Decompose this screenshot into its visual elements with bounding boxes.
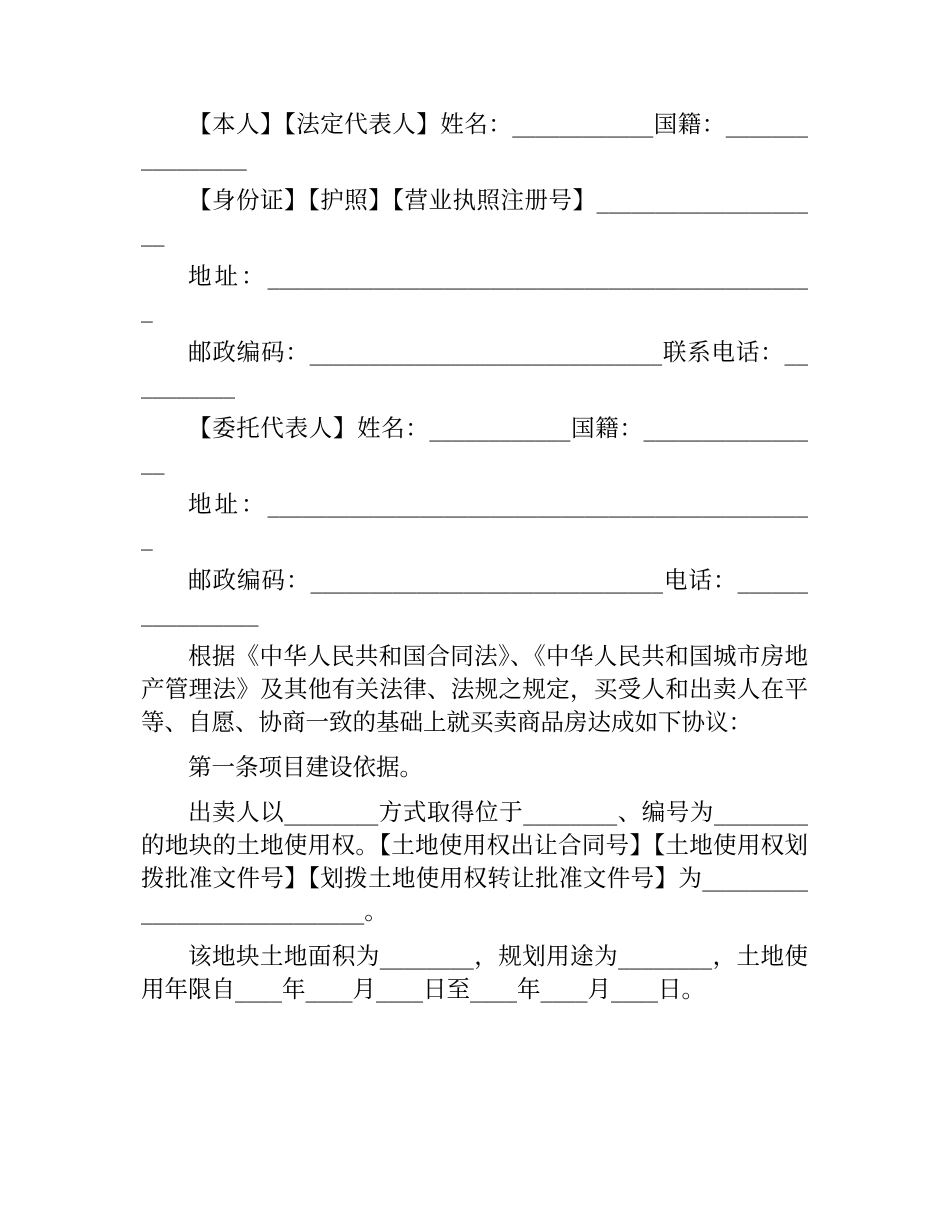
agent-name-nationality-line: 【委托代表人】姓名：____________国籍：________________ bbox=[141, 414, 808, 475]
article-one-heading: 第一条项目建设依据。 bbox=[188, 753, 423, 781]
legal-basis-paragraph: 根据《中华人民共和国合同法》、《中华人民共和国城市房地产管理法》及其他有关法律、法规之规定，买受人和出卖人在平等、自愿、协商一致的基础上就买卖商品房达成如下协议： bbox=[141, 642, 808, 736]
party-id-number-line: 【身份证】【护照】【营业执照注册号】____________________ bbox=[141, 186, 808, 247]
land-use-right-paragraph: 出卖人以________方式取得位于________、编号为________的地块的土地使用权。【土地使用权出让合同号】【土地使用权划拨批准文件号】【划拨土地使用权转让批准文件号】为____________________________。 bbox=[141, 798, 808, 925]
document-body bbox=[141, 108, 808, 1018]
agent-postcode-phone-line: 邮政编码：______________________________电话：________________ bbox=[141, 566, 808, 627]
party-name-nationality-line: 【本人】【法定代表人】姓名：____________国籍：________________ bbox=[141, 110, 808, 171]
party-address-line: 地址：_______________________________________________ bbox=[141, 262, 808, 323]
land-area-paragraph: 该地块土地面积为________，规划用途为________，土地使用年限自____年____月____日至____年____月____日。 bbox=[141, 942, 808, 1003]
party-postcode-phone-line: 邮政编码：______________________________联系电话：__________ bbox=[141, 338, 808, 399]
agent-address-line: 地址：_______________________________________________ bbox=[141, 490, 808, 551]
